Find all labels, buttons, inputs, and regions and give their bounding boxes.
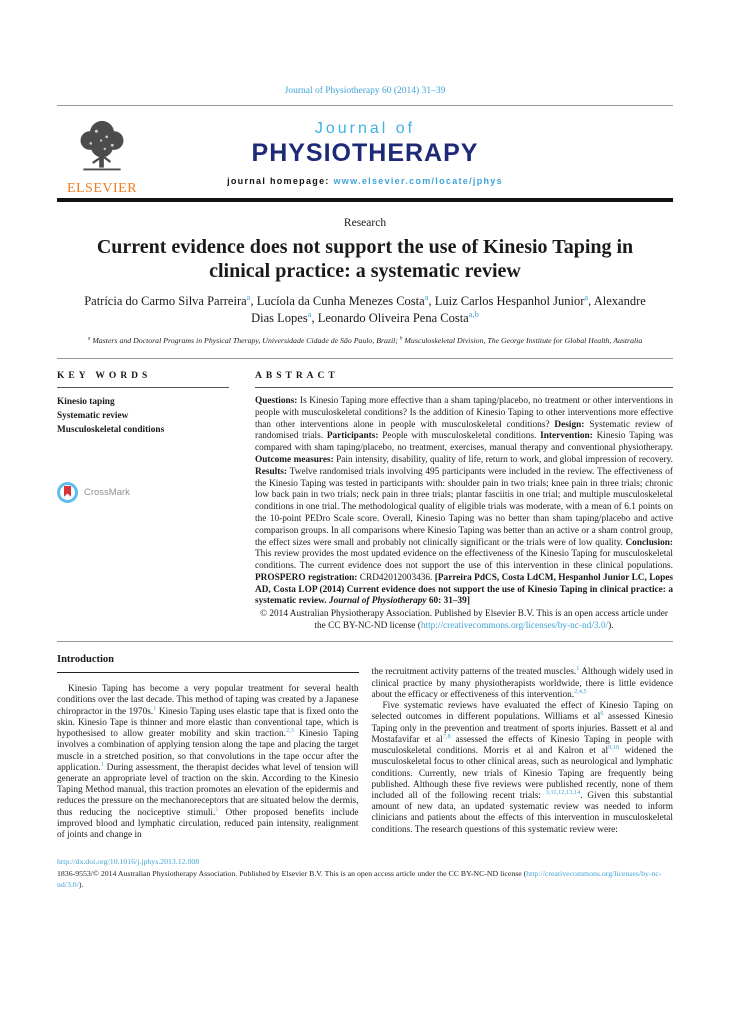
reference-superscript-link[interactable]: 7,8 bbox=[442, 732, 451, 740]
divider-top-of-abstract bbox=[57, 358, 673, 359]
reference-superscript-link[interactable]: 3,11,12,13,14 bbox=[545, 788, 581, 796]
text-segment: During assessment, the therapist decides what level of tension will generate an appropriate level of traction on the skin. According to the Kinesio Taping Method manual, this traction promotes an elevation of the epidermis and reduces the pressure on the mechanoreceptors that are situated below the dermis, thus reducing the nociceptive stimuli. bbox=[57, 762, 359, 818]
keyword-item: Systematic review bbox=[57, 410, 129, 421]
introduction-section bbox=[57, 654, 673, 841]
text-segment: This review provides the most updated evidence on the effectiveness of the Kinesio Taping for musculoskeletal conditions. The current evidence does not support the use of this intervention in these clinical populations. bbox=[255, 549, 673, 572]
reference-superscript-link[interactable]: a bbox=[307, 308, 312, 319]
issn-license-line bbox=[57, 869, 661, 889]
intro-left-column bbox=[57, 654, 359, 841]
text-segment: 60: 31–39] bbox=[428, 596, 470, 607]
text-segment: ). bbox=[608, 621, 614, 632]
crossmark-icon bbox=[57, 482, 78, 503]
affiliations bbox=[57, 336, 673, 345]
reference-superscript-link[interactable]: a,b bbox=[468, 308, 479, 319]
reference-superscript-link[interactable]: a bbox=[424, 292, 429, 303]
intro-right-column bbox=[372, 654, 674, 841]
text-segment: Participants: bbox=[326, 431, 383, 442]
reference-superscript-link[interactable]: 1 bbox=[100, 760, 104, 768]
text-segment: the recruitment activity patterns of the treated muscles. bbox=[371, 667, 577, 678]
text-segment: Journal of Physiotherapy bbox=[328, 596, 429, 607]
reference-superscript-link[interactable]: 1 bbox=[576, 665, 580, 673]
reference-superscript-link[interactable]: 1 bbox=[215, 805, 219, 813]
text-segment: Twelve randomised trials involving 495 participants were included in the review. The effectiveness of the Kinesio Taping was tested in participants with: shoulder pain in two trials; knee pain in three trials; chronic low back pain in two trials; neck pain in three trials; plantar fasciitis in one trial; and multiple musculoskeletal conditions in one trial. The methodological quality of eligible trials was moderate, with a mean of 6.1 points on the 10-point PEDro Scale score. Overall, Kinesio Taping was no better than sham taping/placebo and active comparison groups. In all comparisons where Kinesio Taping was better than an active or a sham control group, the effect sizes were small and probably not clinically significant or the trials were of low quality. bbox=[255, 466, 673, 548]
homepage-link[interactable]: www.elsevier.com/locate/jphys bbox=[333, 176, 503, 186]
journal-citation: Journal of Physiotherapy 60 (2014) 31–39 bbox=[57, 86, 673, 106]
text-segment: assessed the effects of Kinesio Taping in people with musculoskeletal conditions. Morris et al and Kalron et al bbox=[371, 734, 673, 757]
text-link[interactable]: http://creativecommons.org/licenses/by-nc-nd/3.0/ bbox=[57, 868, 662, 890]
keyword-item: Kinesio taping bbox=[57, 396, 115, 407]
text-segment: Patrícia do Carmo Silva Parreira bbox=[84, 294, 247, 309]
article-kicker: Research bbox=[343, 217, 387, 229]
text-segment: © 2014 Australian Physiotherapy Association. Published by Elsevier B.V. This is an open access article under the CC BY-NC-ND license ( bbox=[260, 609, 668, 632]
text-segment: Although widely used in clinical practice by many physiotherapists worldwide, there is little evidence about the efficacy or effectiveness of this intervention. bbox=[371, 667, 673, 700]
reference-superscript-link[interactable]: 2,3 bbox=[286, 726, 294, 734]
keywords-abstract-section bbox=[57, 371, 673, 633]
text-segment: [Parreira PdCS, Costa LdCM, Hespanhol Junior LC, Lopes AD, Costa LOP (2014) Current evidence does not support the use of Kinesio Taping in clinical practice: a systematic review. bbox=[255, 572, 673, 607]
text-segment: 1836-9553/© 2014 Australian Physiotherapy Association. Published by Elsevier B.V. This is an open access article under the CC BY-NC-ND license ( bbox=[57, 868, 527, 878]
doi-link[interactable]: http://dx.doi.org/10.1016/j.jphys.2013.12.008 bbox=[57, 857, 200, 867]
text-segment: , Lucíola da Cunha Menezes Costa bbox=[250, 294, 425, 309]
crossmark-badge[interactable] bbox=[57, 482, 229, 503]
reference-superscript-link[interactable]: a bbox=[584, 292, 589, 303]
text-segment: Kinesio Taping involves a combination of applying tension along the tape and placing the target muscle in a stretched position, so that convolutions in the tape occur after the application. bbox=[57, 729, 359, 773]
introduction-heading: Introduction bbox=[57, 654, 359, 673]
author-list bbox=[75, 293, 655, 327]
text-segment: Outcome measures: bbox=[255, 454, 337, 465]
reference-superscript-link[interactable]: 2,4,5 bbox=[574, 687, 587, 695]
journal-name-main: PHYSIOTHERAPY bbox=[251, 139, 479, 167]
abstract-body bbox=[255, 396, 673, 608]
text-segment: . Given this substantial amount of new data, an updated systematic review was needed to inform clinicians and patients about the effects of this intervention in musculoskeletal conditions. The research questions of this systematic review were: bbox=[371, 791, 673, 835]
text-segment: CRD42012003436. bbox=[359, 572, 435, 583]
text-segment: Masters and Doctoral Programs in Physical Therapy, Universidade Cidade de São Paulo, Brazil; bbox=[90, 335, 400, 345]
text-segment: , Alexandre Dias Lopes bbox=[251, 294, 646, 326]
text-segment: Results: bbox=[255, 466, 290, 477]
keywords-heading: KEY WORDS bbox=[57, 371, 229, 388]
text-segment: , Luiz Carlos Hespanhol Junior bbox=[428, 294, 585, 309]
text-segment: PROSPERO registration: bbox=[255, 572, 360, 583]
reference-superscript-link[interactable]: 1 bbox=[153, 704, 157, 712]
text-segment: Kinesio Taping uses elastic tape that is fixed onto the skin. Kinesio Tape is thinner and more elastic than conventional tape, which is hypothesised to allow greater mobility and skin traction. bbox=[57, 706, 359, 740]
text-segment: Pain intensity, disability, quality of life, return to work, and global impression of recovery. bbox=[336, 454, 673, 465]
elsevier-logo bbox=[59, 118, 145, 197]
elsevier-logo-text: ELSEVIER bbox=[66, 181, 138, 196]
page-footer bbox=[57, 856, 673, 890]
text-segment: widened the musculoskeletal focus to other clinical areas, such as neurological and lymphatic conditions. Currently, new trials of Kinesio Taping are frequently being published. Although these five reviews were published recently, none of them included all of the following recent trials: bbox=[371, 746, 673, 802]
text-segment: Design: bbox=[554, 419, 590, 430]
text-segment: Musculoskeletal Division, The George Institute for Global Health, Australia bbox=[402, 335, 643, 345]
keyword-item: Musculoskeletal conditions bbox=[57, 424, 165, 435]
text-segment: Questions: bbox=[255, 395, 300, 406]
text-segment: ). bbox=[78, 880, 84, 890]
text-segment: , Leonardo Oliveira Pena Costa bbox=[311, 311, 469, 326]
abstract-heading: ABSTRACT bbox=[255, 371, 673, 388]
text-segment: People with musculoskeletal conditions. bbox=[382, 431, 541, 442]
crossmark-label: CrossMark bbox=[84, 486, 130, 498]
text-link[interactable]: http://creativecommons.org/licenses/by-nc-nd/3.0/ bbox=[420, 621, 609, 632]
text-segment: Is Kinesio Taping more effective than a sham taping/placebo, no treatment or other interventions in people with musculoskeletal conditions? Is the addition of Kinesio Taping to other interventions more effective than other interventions alone in people with musculoskeletal conditions? bbox=[255, 395, 674, 430]
article-title: Current evidence does not support the use of Kinesio Taping in clinical practice: a systematic review bbox=[96, 236, 634, 282]
elsevier-tree-icon bbox=[74, 118, 130, 178]
journal-title-block bbox=[57, 116, 673, 186]
text-segment: assessed Kinesio Taping only in the prevention and treatment of sports injuries. Bassett et al and Mostafavifar et al bbox=[371, 712, 673, 745]
masthead bbox=[57, 116, 673, 202]
reference-superscript-link[interactable]: 6 bbox=[600, 710, 604, 718]
intro-paragraph-left bbox=[57, 684, 359, 841]
divider-above-introduction bbox=[57, 641, 673, 642]
text-segment: Five systematic reviews have evaluated the effect of Kinesio Taping on selected outcomes in different populations. Williams et al bbox=[371, 701, 673, 723]
reference-superscript-link[interactable]: 9,10 bbox=[608, 743, 620, 751]
keywords-column bbox=[57, 371, 229, 633]
text-segment: Kinesio Taping was compared with sham taping/placebo, no treatment, exercises, manual therapy and conventional physiotherapy. bbox=[255, 431, 674, 454]
intro-paragraph-right-2 bbox=[372, 701, 674, 836]
text-segment: Intervention: bbox=[540, 431, 597, 442]
abstract-copyright bbox=[255, 608, 673, 632]
text-segment: Conclusion: bbox=[625, 537, 673, 548]
text-segment: Systematic review of randomised trials. bbox=[255, 419, 673, 442]
text-segment: Kinesio Taping has become a very popular treatment for several health conditions over the last decade. This method of taping was created by a Japanese chiropractor in the 1970s. bbox=[57, 684, 359, 717]
text-segment: a bbox=[87, 335, 91, 342]
text-segment: b bbox=[399, 335, 403, 342]
reference-superscript-link[interactable]: a bbox=[246, 292, 251, 303]
journal-homepage-line bbox=[57, 176, 673, 186]
abstract-column bbox=[255, 371, 673, 633]
intro-paragraph-right-1 bbox=[372, 667, 674, 701]
text-segment: Other proposed benefits include improved blood and lymphatic circulation, reduced pain intensity, realignment of joints and change in bbox=[57, 807, 359, 841]
journal-name-top: Journal of bbox=[314, 120, 416, 137]
homepage-label: journal homepage: bbox=[227, 176, 330, 186]
